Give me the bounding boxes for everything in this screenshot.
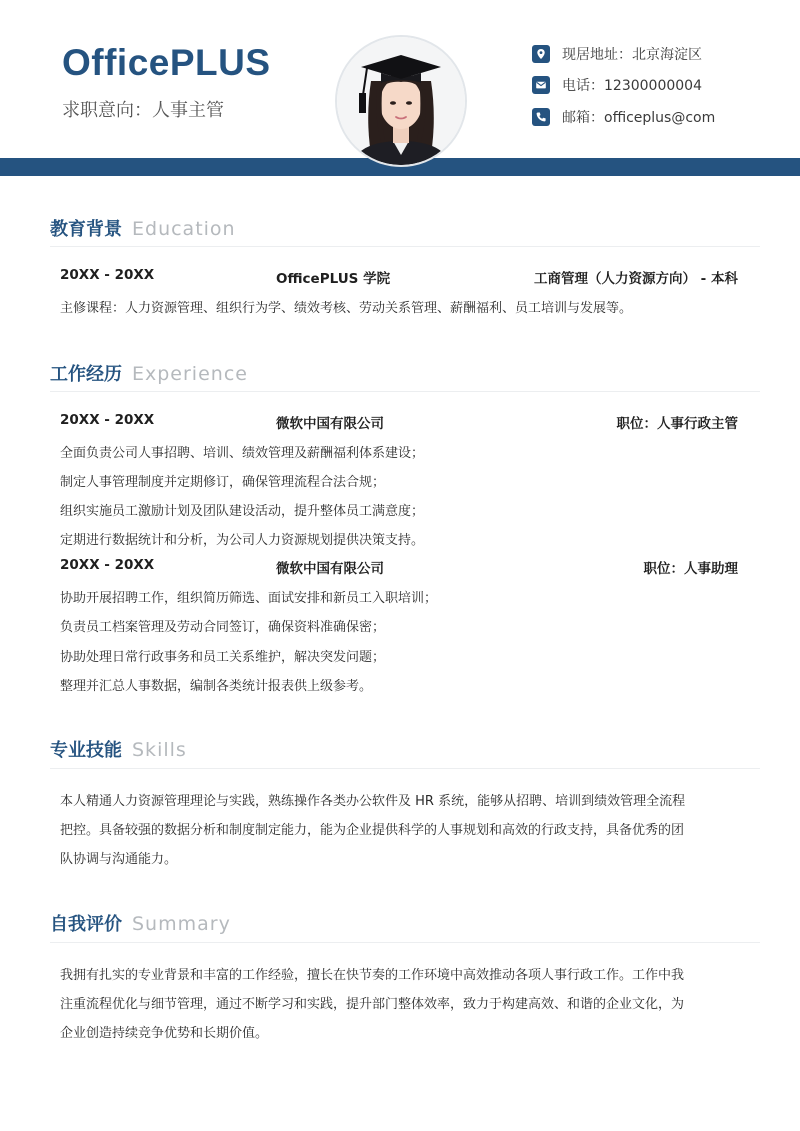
skills-title-en: Skills [132,739,187,761]
candidate-name: OfficePLUS [62,42,271,83]
education-title-en: Education [132,218,236,240]
profile-photo [335,35,467,167]
education-section-title [50,215,236,241]
job-duty: 负责员工档案管理及劳动合同签订，确保资料准确保密； [60,620,386,635]
job-duty: 定期进行数据统计和分析，为公司人力资源规划提供决策支持。 [60,533,425,548]
job-position: 职位：人事助理 [643,561,738,577]
job-date: 20XX - 20XX [60,557,155,573]
summary-line: 企业创造持续竞争优势和长期价值。 [60,1026,269,1041]
phone-text: 电话：12300000004 [562,78,702,95]
job-position: 职位：人事行政主管 [616,416,738,432]
education-entry [60,267,738,287]
job-duty: 全面负责公司人事招聘、培训、绩效管理及薪酬福利体系建设； [60,446,425,461]
school-name: OfficePLUS 学院 [276,271,391,287]
education-title-cn: 教育背景 [50,219,122,240]
section-divider [50,768,760,769]
location-pin-icon [532,45,550,63]
experience-title-cn: 工作经历 [50,364,122,385]
job-duty: 制定人事管理制度并定期修订，确保管理流程合法合规； [60,475,386,490]
mail-icon [532,76,550,94]
summary-line: 注重流程优化与细节管理，通过不断学习和实践，提升部门整体效率，致力于构建高效、和谐的企业文化，为 [60,997,685,1012]
address-text: 现居地址：北京海淀区 [562,46,702,63]
summary-title-en: Summary [132,913,231,935]
experience-section-title [50,360,248,386]
summary-section-title [50,910,231,936]
job-entry [60,557,738,577]
experience-title-en: Experience [132,363,248,385]
contact-info [532,38,715,133]
job-intent: 求职意向：人事主管 [62,100,224,121]
contact-phone [532,70,715,102]
job-date: 20XX - 20XX [60,412,155,428]
skills-title-cn: 专业技能 [50,740,122,761]
email-text: 邮箱：officeplus@com [562,109,716,126]
section-divider [50,942,760,943]
section-divider [50,246,760,247]
skills-section-title [50,736,187,762]
job-duty: 整理并汇总人事数据，编制各类统计报表供上级参考。 [60,679,373,694]
skills-line: 本人精通人力资源管理理论与实践，熟练操作各类办公软件及 HR 系统，能够从招聘、培训到绩效管理全流程 [60,794,686,809]
courses-text: 主修课程：人力资源管理、组织行为学、绩效考核、劳动关系管理、薪酬福利、员工培训与发展等。 [60,301,633,316]
phone-icon [532,108,550,126]
contact-address [532,38,715,70]
section-divider [50,391,760,392]
job-entry [60,412,738,432]
summary-title-cn: 自我评价 [50,914,122,935]
job-duty: 组织实施员工激励计划及团队建设活动，提升整体员工满意度； [60,504,425,519]
contact-email [532,101,715,133]
company-name: 微软中国有限公司 [276,416,384,432]
major: 工商管理（人力资源方向） - 本科 [533,271,738,287]
job-duty: 协助处理日常行政事务和员工关系维护，解决突发问题； [60,650,386,665]
education-date: 20XX - 20XX [60,267,155,283]
skills-line: 队协调与沟通能力。 [60,852,178,867]
summary-line: 我拥有扎实的专业背景和丰富的工作经验，擅长在快节奏的工作环境中高效推动各项人事行政工作。工作中我 [60,968,685,983]
job-duty: 协助开展招聘工作，组织简历筛选、面试安排和新员工入职培训； [60,591,438,606]
skills-line: 把控。具备较强的数据分析和制度制定能力，能为企业提供科学的人事规划和高效的行政支持，具备优秀的团 [60,823,685,838]
company-name: 微软中国有限公司 [276,561,384,577]
